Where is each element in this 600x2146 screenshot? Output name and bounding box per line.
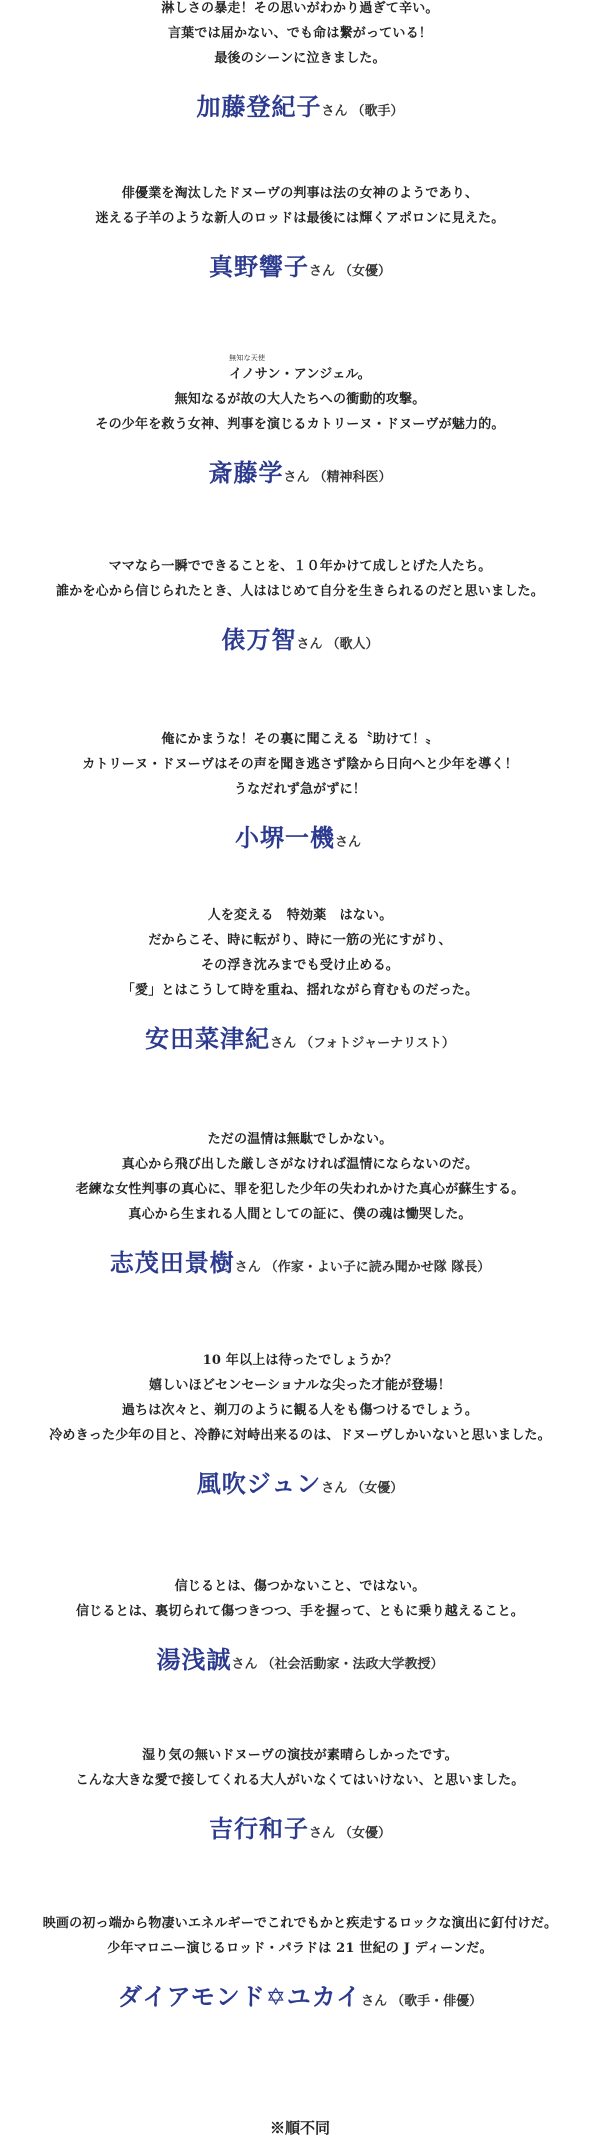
author-name: 俵万智 [221,626,297,654]
comment-block-tawara [0,554,600,655]
author-credit [0,1977,600,2012]
author-name: 小堺一機 [234,824,335,852]
comment-line: その浮き沈みまでも受け止める。 [200,958,399,973]
comment-line: カトリーヌ・ドヌーヴはその声を聞き逃さず陰から日向へと少年を導く！ [82,757,518,772]
comment-block-yukai [0,1911,600,2012]
author-credit [0,1809,600,1844]
comment-line: 真心から飛び出した厳しさがなければ温情にならないのだ。 [121,1157,479,1172]
author-role: （精神科医） [313,470,392,485]
comment-line: 信じるとは、傷つかないこと、ではない。 [174,1579,426,1594]
comment-line: 湿り気の無いドヌーヴの演技が素晴らしかったです。 [142,1748,458,1763]
author-role: （社会活動家・法政大学教授） [261,1657,444,1672]
comment-line: 映画の初っ端から物凄いエネルギーでこれでもかと疾走するロックな演出に釘付けだ。 [42,1916,558,1931]
author-honorific: さん [308,264,335,279]
author-name: 真野響子 [208,253,309,281]
comment-block-fubuki [0,1348,600,1499]
author-name: 加藤登紀子 [196,93,322,121]
comment-line: うなだれず急がずに！ [233,782,366,797]
author-name: 吉行和子 [208,1815,309,1843]
comment-line: 「愛」とはこうして時を重ね、揺れながら育むものだった。 [121,983,479,998]
ruby-annotation: 無知な天使 [229,354,266,362]
comment-line: 淋しさの暴走！その思いがわかり過ぎて辛い。 [161,1,439,16]
author-role: （歌手） [351,104,404,119]
comment-line: 真心から生まれる人間としての証に、僕の魂は慟哭した。 [128,1207,472,1222]
author-credit [0,1019,600,1054]
author-honorific: さん [321,104,348,119]
comment-line: 誰かを心から信じられたとき、人ははじめて自分を生きられるのだと思いました。 [56,584,544,599]
comment-line: 10 年以上は待ったでしょうか？ [202,1353,398,1368]
order-note: ※順不同 [269,2119,330,2137]
author-credit [0,87,600,122]
author-credit [0,620,600,655]
comment-block-kato [0,0,600,122]
comment-line: その少年を救う女神、判事を演じるカトリーヌ・ドヌーヴが魅力的。 [95,417,505,432]
author-role: （作家・よい子に読み聞かせ隊 隊長） [264,1260,491,1275]
author-honorific: さん [308,1826,335,1841]
comment-line: ママなら一瞬でできることを、１０年かけて成しとげた人たち。 [108,559,492,574]
comment-line: 最後のシーンに泣きました。 [214,51,386,66]
comment-block-yasuda [0,903,600,1054]
author-credit [0,247,600,282]
comment-line [0,354,600,387]
comment-block-mano [0,181,600,282]
author-name: ダイアモンド✡ユカイ [117,1983,362,2011]
author-name: 志茂田景樹 [109,1249,235,1277]
comment-line: 俺にかまうな！その裏に聞こえる〝助けて！〟 [161,732,439,747]
comment-line: 迷える子羊のような新人のロッドは最後には輝くアポロンに見えた。 [95,211,505,226]
comment-block-shimoda [0,1127,600,1278]
author-credit [0,1243,600,1278]
comment-block-saito [0,354,600,488]
author-honorific: さん [321,1481,348,1496]
comment-line: こんな大きな愛で接してくれる大人がいなくてはいけない、と思いました。 [75,1773,525,1788]
comment-line-text: イノサン・アンジェル。 [229,367,371,382]
comment-line: 過ちは次々と、剃刀のように観る人をも傷つけるでしょう。 [121,1403,479,1418]
comment-line: 人を変える 特効薬 はない。 [207,908,393,923]
author-credit [0,1464,600,1499]
author-honorific: さん [283,470,310,485]
author-role: （女優） [339,264,392,279]
author-name: 斎藤学 [208,459,284,487]
comment-line: 信じるとは、裏切られて傷つきつつ、手を握って、ともに乗り越えること。 [75,1604,525,1619]
author-credit [0,1640,600,1675]
comment-block-kosakai [0,727,600,853]
comment-line: 俳優業を淘汰したドヌーヴの判事は法の女神のようであり、 [121,186,479,201]
comment-line: 冷めきった少年の目と、冷静に対峙出来るのは、ドヌーヴしかいないと思いました。 [49,1428,551,1443]
author-role: （女優） [339,1826,392,1841]
author-name: 安田菜津紀 [145,1025,271,1053]
author-role: （歌人） [326,637,379,652]
author-honorific: さん [334,835,361,850]
comment-line: 言葉では届かない、でも命は繋がっている！ [167,26,432,41]
author-honorific: さん [361,1994,388,2009]
comment-line: 少年マロニー演じるロッド・パラドは 21 世紀の J ディーンだ。 [107,1941,493,1956]
author-honorific: さん [234,1260,261,1275]
author-credit [0,453,600,488]
comment-line: 老練な女性判事の真心に、罪を犯した少年の失われかけた真心が蘇生する。 [75,1182,525,1197]
author-name: 風吹ジュン [196,1470,322,1498]
author-honorific: さん [231,1657,258,1672]
author-honorific: さん [270,1036,297,1051]
comment-line: 無知なるが故の大人たちへの衝動的攻撃。 [174,392,426,407]
author-credit [0,818,600,853]
comment-line: だからこそ、時に転がり、時に一筋の光にすがり、 [148,933,452,948]
author-role: （女優） [351,1481,404,1496]
author-name: 湯浅誠 [156,1646,232,1674]
comment-block-yuasa [0,1574,600,1675]
comment-line: ただの温情は無駄でしかない。 [207,1132,393,1147]
author-role: （フォトジャーナリスト） [300,1036,455,1051]
author-honorific: さん [296,637,323,652]
comment-block-yoshiyuki [0,1743,600,1844]
comment-line: 嬉しいほどセンセーショナルな尖った才能が登場！ [149,1378,451,1393]
author-role: （歌手・俳優） [391,1994,483,2009]
ruby-line [229,354,371,382]
